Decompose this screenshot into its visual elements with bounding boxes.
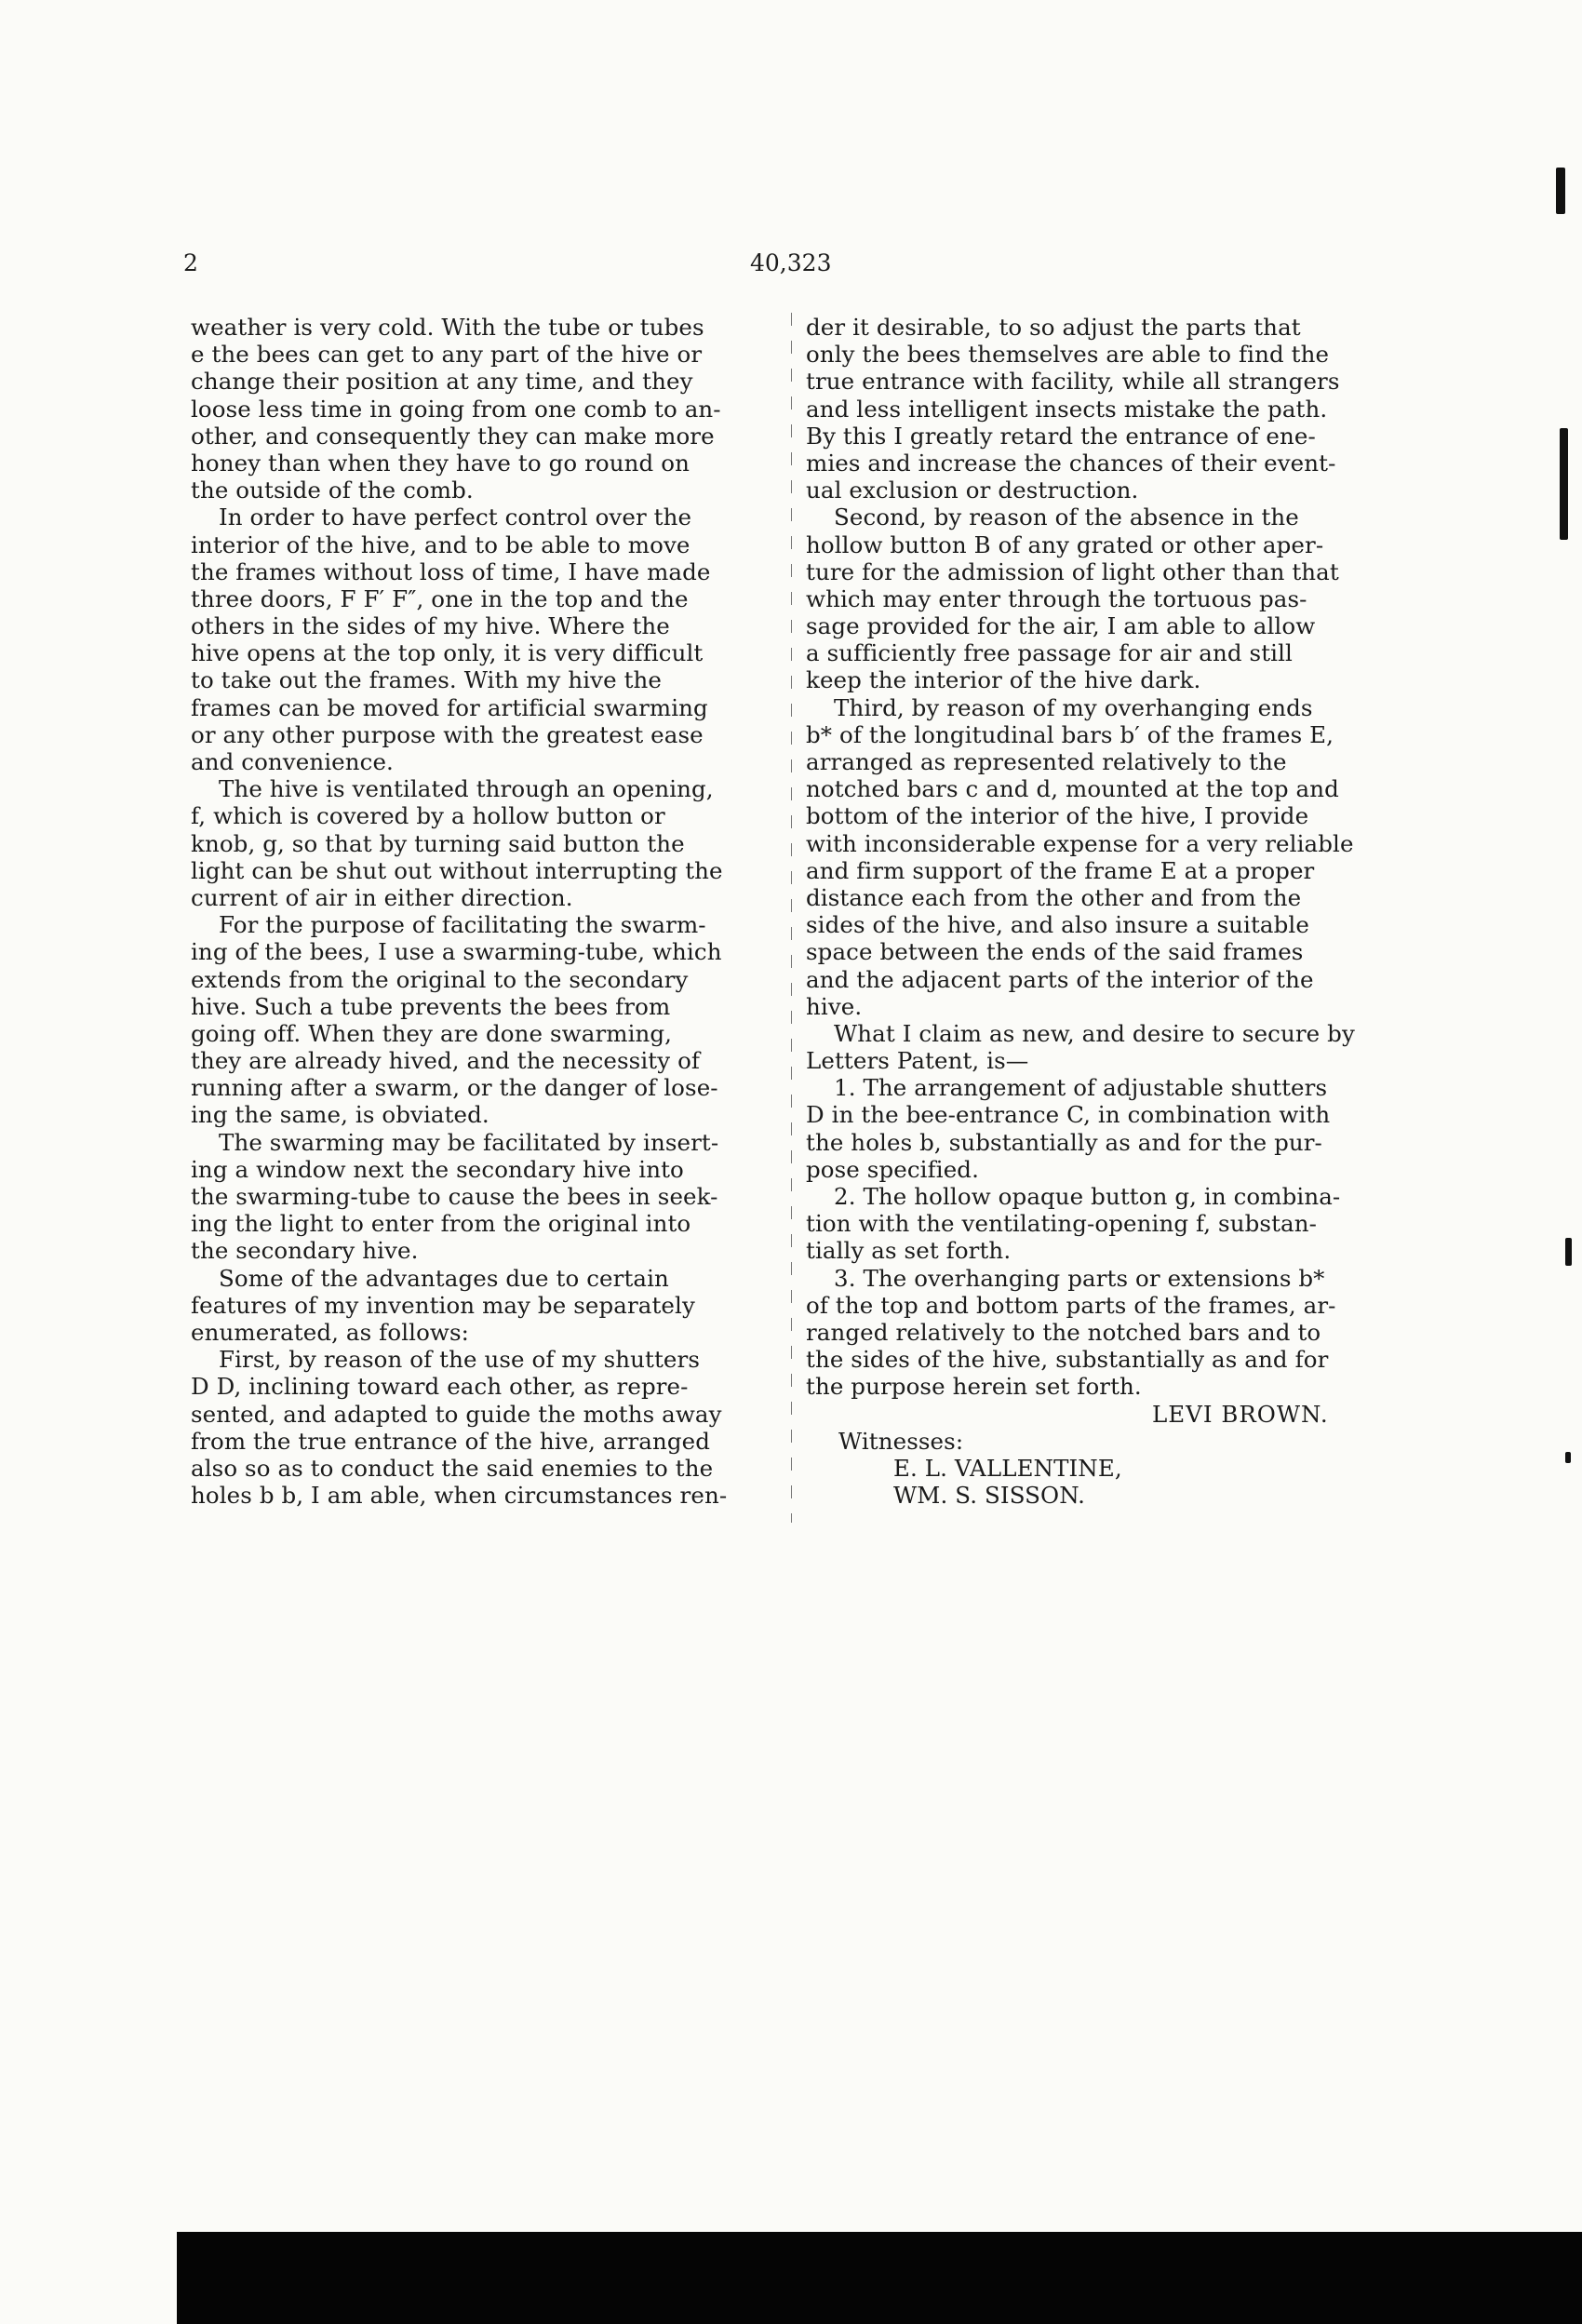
text-line: sented, and adapted to guide the moths away bbox=[191, 1400, 722, 1428]
column-divider bbox=[791, 313, 792, 1523]
text-line: the outside of the comb. bbox=[191, 477, 474, 504]
text-line: distance each from the other and from the bbox=[806, 883, 1302, 911]
text-line: space between the ends of the said frames bbox=[806, 938, 1304, 966]
text-line: By this I greatly retard the entrance of ene- bbox=[806, 422, 1316, 450]
text-line: mies and increase the chances of their event- bbox=[806, 449, 1336, 477]
text-line: b* of the longitudinal bars b′ of the frames E, bbox=[806, 720, 1334, 748]
text-line: the purpose herein set forth. bbox=[806, 1373, 1142, 1401]
text-line: and convenience. bbox=[191, 748, 394, 775]
text-line: a sufficiently free passage for air and still bbox=[806, 639, 1293, 667]
inventor-name: LEVI BROWN. bbox=[1152, 1400, 1329, 1428]
text-line: In order to have perfect control over the bbox=[219, 504, 692, 531]
text-line: hive. Such a tube prevents the bees from bbox=[191, 992, 671, 1020]
text-line: e the bees can get to any part of the hive or bbox=[191, 341, 703, 369]
text-line: What I claim as new, and desire to secure by bbox=[834, 1019, 1355, 1047]
text-line: The hive is ventilated through an opening, bbox=[219, 775, 714, 803]
scan-edge-mark bbox=[1565, 1452, 1571, 1463]
text-line: change their position at any time, and they bbox=[191, 368, 693, 396]
text-line: and less intelligent insects mistake the path. bbox=[806, 395, 1328, 423]
patent-number: 40,323 bbox=[750, 249, 832, 276]
text-line: ing of the bees, I use a swarming-tube, which bbox=[191, 938, 722, 966]
witness-1-name: E. L. VALLENTINE, bbox=[893, 1454, 1122, 1482]
text-line: light can be shut out without interrupting the bbox=[191, 856, 723, 884]
text-line: and firm support of the frame E at a proper bbox=[806, 856, 1315, 884]
text-line: weather is very cold. With the tube or tubes bbox=[191, 314, 704, 341]
text-line: or any other purpose with the greatest ease bbox=[191, 720, 704, 748]
text-line: sides of the hive, and also insure a suitable bbox=[806, 911, 1309, 939]
text-line: true entrance with facility, while all strangers bbox=[806, 368, 1340, 396]
scan-edge-mark bbox=[1556, 168, 1565, 214]
text-line: frames can be moved for artificial swarming bbox=[191, 693, 708, 721]
left-column bbox=[191, 314, 777, 1509]
witness-2-name: WM. S. SISSON. bbox=[893, 1482, 1086, 1510]
text-line: tially as set forth. bbox=[806, 1237, 1012, 1265]
text-line: f, which is covered by a hollow button or bbox=[191, 802, 665, 830]
text-line: sage provided for the air, I am able to allow bbox=[806, 612, 1316, 640]
text-line: ranged relatively to the notched bars and to bbox=[806, 1318, 1321, 1346]
text-line: the sides of the hive, substantially as and for bbox=[806, 1346, 1329, 1374]
text-line: going off. When they are done swarming, bbox=[191, 1019, 673, 1047]
text-line: and the adjacent parts of the interior of the bbox=[806, 965, 1314, 993]
text-line: ture for the admission of light other than that bbox=[806, 557, 1339, 585]
text-line: loose less time in going from one comb to an- bbox=[191, 395, 721, 423]
text-line: Second, by reason of the absence in the bbox=[834, 504, 1299, 531]
text-line: ing the light to enter from the original into bbox=[191, 1210, 691, 1238]
text-line: pose specified. bbox=[806, 1155, 979, 1183]
text-line: hive. bbox=[806, 992, 863, 1020]
witness-2-row bbox=[806, 1482, 1392, 1509]
text-line: 1. The arrangement of adjustable shutters bbox=[834, 1074, 1328, 1102]
text-line: bottom of the interior of the hive, I provide bbox=[806, 802, 1309, 830]
text-line: other, and consequently they can make more bbox=[191, 422, 715, 450]
text-line: features of my invention may be separately bbox=[191, 1291, 695, 1319]
text-line: notched bars c and d, mounted at the top and bbox=[806, 775, 1339, 803]
text-line: tion with the ventilating-opening f, substan- bbox=[806, 1210, 1317, 1238]
inventor-signature-row bbox=[806, 1401, 1392, 1428]
text-line: with inconsiderable expense for a very reliable bbox=[806, 829, 1354, 857]
text-line: 2. The hollow opaque button g, in combina- bbox=[834, 1183, 1341, 1210]
text-line: hollow button B of any grated or other aper- bbox=[806, 531, 1324, 558]
text-line: honey than when they have to go round on bbox=[191, 449, 690, 477]
text-line: the frames without loss of time, I have made bbox=[191, 557, 711, 585]
text-line: the holes b, substantially as and for the pur- bbox=[806, 1128, 1322, 1156]
witness-1-row bbox=[806, 1455, 1392, 1482]
text-line: For the purpose of facilitating the swarm- bbox=[219, 911, 706, 939]
text-line: D D, inclining toward each other, as repre- bbox=[191, 1373, 689, 1401]
text-line: holes b b, I am able, when circumstances ren- bbox=[191, 1482, 728, 1510]
text-line: also so as to conduct the said enemies to the bbox=[191, 1454, 714, 1482]
text-line: Some of the advantages due to certain bbox=[219, 1264, 669, 1292]
text-line: extends from the original to the secondary bbox=[191, 965, 689, 993]
right-column bbox=[806, 314, 1392, 1509]
text-line: only the bees themselves are able to find the bbox=[806, 341, 1330, 369]
witnesses-label: Witnesses: bbox=[838, 1427, 964, 1455]
text-line: to take out the frames. With my hive the bbox=[191, 666, 663, 694]
text-line: current of air in either direction. bbox=[191, 883, 573, 911]
text-line: ing the same, is obviated. bbox=[191, 1101, 489, 1129]
text-line: First, by reason of the use of my shutters bbox=[219, 1346, 700, 1374]
text-line: keep the interior of the hive dark. bbox=[806, 666, 1201, 694]
text-line: der it desirable, to so adjust the parts that bbox=[806, 314, 1301, 341]
text-line: knob, g, so that by turning said button the bbox=[191, 829, 685, 857]
text-line: Letters Patent, is— bbox=[806, 1047, 1029, 1075]
scan-footer-bar bbox=[177, 2232, 1582, 2324]
text-line: which may enter through the tortuous pas- bbox=[806, 584, 1307, 612]
text-line: D in the bee-entrance C, in combination with bbox=[806, 1101, 1331, 1129]
text-line: ual exclusion or destruction. bbox=[806, 477, 1139, 504]
text-line: ing a window next the secondary hive into bbox=[191, 1155, 684, 1183]
text-line: arranged as represented relatively to the bbox=[806, 748, 1287, 775]
page-number: 2 bbox=[183, 249, 198, 276]
scan-edge-mark bbox=[1565, 1238, 1572, 1266]
text-line: hive opens at the top only, it is very difficult bbox=[191, 639, 704, 667]
text-line: from the true entrance of the hive, arranged bbox=[191, 1427, 711, 1455]
text-line: they are already hived, and the necessity of bbox=[191, 1047, 701, 1075]
text-line: running after a swarm, or the danger of lose- bbox=[191, 1074, 718, 1102]
text-line: enumerated, as follows: bbox=[191, 1318, 470, 1346]
text-line: the swarming-tube to cause the bees in seek- bbox=[191, 1183, 718, 1210]
text-line: of the top and bottom parts of the frames, ar- bbox=[806, 1291, 1336, 1319]
text-line: others in the sides of my hive. Where the bbox=[191, 612, 670, 640]
text-line: three doors, F F′ F″, one in the top and the bbox=[191, 584, 689, 612]
scan-edge-mark bbox=[1560, 428, 1568, 540]
text-line: interior of the hive, and to be able to move bbox=[191, 531, 690, 558]
witnesses-row bbox=[806, 1428, 1392, 1455]
text-line: The swarming may be facilitated by insert- bbox=[219, 1128, 719, 1156]
text-line: 3. The overhanging parts or extensions b* bbox=[834, 1264, 1325, 1292]
text-line: the secondary hive. bbox=[191, 1237, 419, 1265]
text-line: Third, by reason of my overhanging ends bbox=[834, 693, 1313, 721]
